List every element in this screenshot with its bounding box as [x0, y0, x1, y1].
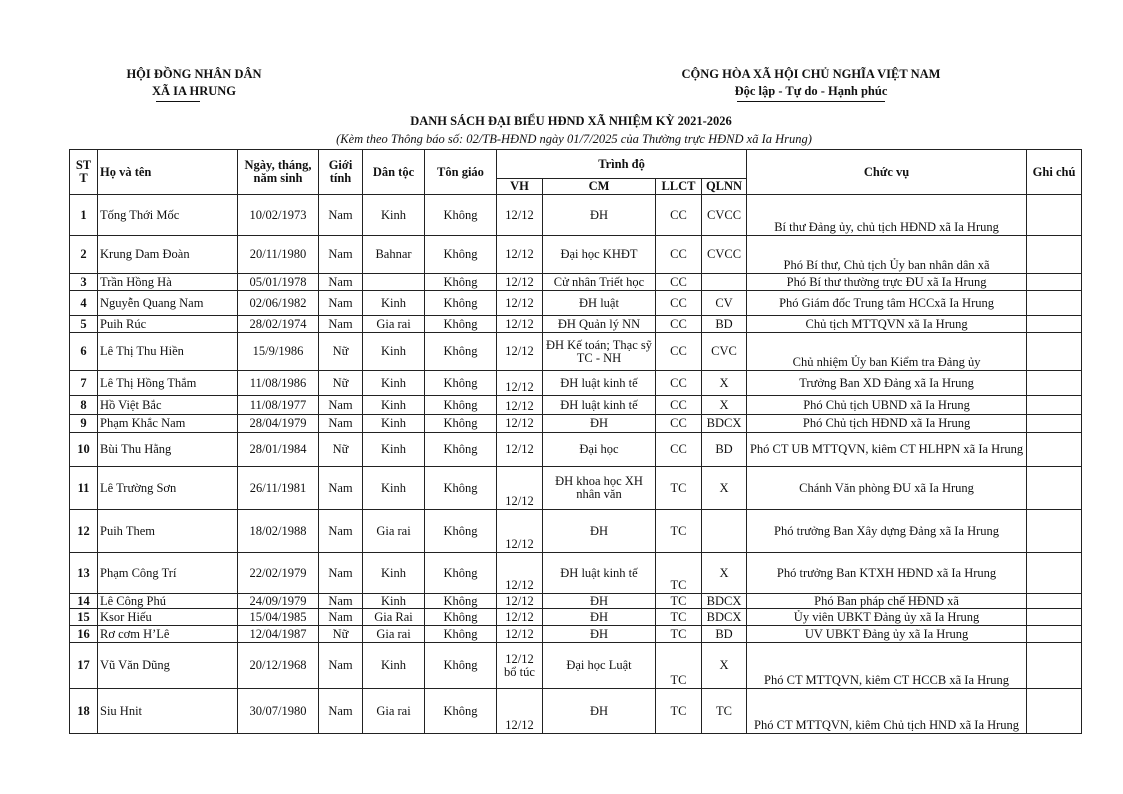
cell-vh: 12/12: [497, 333, 543, 371]
cell-name: Hồ Việt Bắc: [98, 396, 238, 415]
cell-ethnic: Kinh: [363, 415, 425, 433]
cell-note: [1027, 594, 1082, 609]
header-ethnic: Dân tộc: [363, 150, 425, 195]
cell-vh: 12/12: [497, 510, 543, 553]
cell-position: Chánh Văn phòng ĐU xã Ia Hrung: [747, 467, 1027, 510]
cell-position: Phó CT MTTQVN, kiêm Chủ tịch HND xã Ia Hrung: [747, 689, 1027, 734]
cell-religion: Không: [425, 415, 497, 433]
cell-name: Bùi Thu Hằng: [98, 433, 238, 467]
cell-qlnn: BDCX: [702, 415, 747, 433]
cell-qlnn: BD: [702, 626, 747, 643]
header-cm: CM: [543, 179, 656, 195]
cell-dob: 22/02/1979: [238, 553, 319, 594]
cell-qlnn: TC: [702, 689, 747, 734]
cell-stt: 13: [70, 553, 98, 594]
cell-vh: 12/12 bổ túc: [497, 643, 543, 689]
cell-gender: Nữ: [319, 433, 363, 467]
cell-dob: 28/04/1979: [238, 415, 319, 433]
cell-gender: Nam: [319, 467, 363, 510]
table-row: [70, 510, 1082, 553]
cell-ethnic: [363, 274, 425, 291]
cell-religion: Không: [425, 333, 497, 371]
cell-gender: Nữ: [319, 371, 363, 396]
cell-name: Rơ cơm H’Lê: [98, 626, 238, 643]
cell-position: Phó Ban pháp chế HĐND xã: [747, 594, 1027, 609]
cell-gender: Nam: [319, 415, 363, 433]
cell-llct: CC: [656, 291, 702, 316]
cell-qlnn: CVC: [702, 333, 747, 371]
cell-vh: 12/12: [497, 433, 543, 467]
cell-llct: CC: [656, 274, 702, 291]
cell-note: [1027, 316, 1082, 333]
cell-name: Puih Rúc: [98, 316, 238, 333]
cell-dob: 15/9/1986: [238, 333, 319, 371]
cell-ethnic: Gia Rai: [363, 609, 425, 626]
cell-vh: 12/12: [497, 467, 543, 510]
cell-dob: 11/08/1977: [238, 396, 319, 415]
cell-name: Tống Thới Mốc: [98, 195, 238, 236]
cell-gender: Nam: [319, 316, 363, 333]
table-row: [70, 195, 1082, 236]
cell-gender: Nam: [319, 291, 363, 316]
cell-gender: Nam: [319, 510, 363, 553]
cell-gender: Nam: [319, 594, 363, 609]
table-row: [70, 626, 1082, 643]
cell-note: [1027, 609, 1082, 626]
cell-qlnn: BD: [702, 433, 747, 467]
cell-qlnn: [702, 274, 747, 291]
cell-position: Ủy viên UBKT Đảng ủy xã Ia Hrung: [747, 609, 1027, 626]
cell-gender: Nữ: [319, 333, 363, 371]
cell-position: Trưởng Ban XD Đảng xã Ia Hrung: [747, 371, 1027, 396]
table-row: [70, 236, 1082, 274]
cell-dob: 05/01/1978: [238, 274, 319, 291]
cell-religion: Không: [425, 553, 497, 594]
cell-qlnn: CV: [702, 291, 747, 316]
header-llct: LLCT: [656, 179, 702, 195]
cell-stt: 6: [70, 333, 98, 371]
cell-llct: CC: [656, 333, 702, 371]
cell-cm: ĐH luật kinh tế: [543, 553, 656, 594]
cell-stt: 14: [70, 594, 98, 609]
cell-position: Chủ tịch MTTQVN xã Ia Hrung: [747, 316, 1027, 333]
cell-name: Lê Công Phú: [98, 594, 238, 609]
cell-ethnic: Gia rai: [363, 510, 425, 553]
cell-religion: Không: [425, 510, 497, 553]
cell-dob: 11/08/1986: [238, 371, 319, 396]
cell-llct: TC: [656, 643, 702, 689]
header-stt: ST T: [70, 150, 98, 195]
cell-llct: TC: [656, 626, 702, 643]
header-level: Trình độ: [497, 150, 747, 179]
cell-ethnic: Kinh: [363, 396, 425, 415]
cell-note: [1027, 396, 1082, 415]
cell-gender: Nam: [319, 609, 363, 626]
cell-vh: 12/12: [497, 553, 543, 594]
cell-ethnic: Kinh: [363, 433, 425, 467]
cell-dob: 28/01/1984: [238, 433, 319, 467]
cell-note: [1027, 236, 1082, 274]
cell-stt: 4: [70, 291, 98, 316]
cell-name: Vũ Văn Dũng: [98, 643, 238, 689]
cell-position: Phó Chủ tịch UBND xã Ia Hrung: [747, 396, 1027, 415]
cell-qlnn: X: [702, 396, 747, 415]
header-vh: VH: [497, 179, 543, 195]
cell-qlnn: BD: [702, 316, 747, 333]
cell-position: Chủ nhiệm Ủy ban Kiểm tra Đảng ủy: [747, 333, 1027, 371]
header-name: Họ và tên: [98, 150, 238, 195]
cell-stt: 7: [70, 371, 98, 396]
cell-gender: Nam: [319, 195, 363, 236]
cell-gender: Nam: [319, 236, 363, 274]
cell-cm: ĐH: [543, 415, 656, 433]
cell-stt: 18: [70, 689, 98, 734]
table-row: [70, 291, 1082, 316]
cell-qlnn: BDCX: [702, 594, 747, 609]
cell-gender: Nữ: [319, 626, 363, 643]
cell-ethnic: Gia rai: [363, 689, 425, 734]
header-dob: Ngày, tháng, năm sinh: [238, 150, 319, 195]
cell-vh: 12/12: [497, 609, 543, 626]
cell-position: Phó Giám đốc Trung tâm HCCxã Ia Hrung: [747, 291, 1027, 316]
cell-name: Lê Trường Sơn: [98, 467, 238, 510]
cell-position: Phó Bí thư, Chủ tịch Ủy ban nhân dân xã: [747, 236, 1027, 274]
cell-cm: ĐH Kế toán; Thạc sỹ TC - NH: [543, 333, 656, 371]
cell-llct: CC: [656, 433, 702, 467]
table-row: [70, 594, 1082, 609]
cell-dob: 24/09/1979: [238, 594, 319, 609]
table-row: [70, 609, 1082, 626]
cell-religion: Không: [425, 371, 497, 396]
cell-religion: Không: [425, 433, 497, 467]
cell-ethnic: Gia rai: [363, 316, 425, 333]
cell-position: Phó trưởng Ban KTXH HĐND xã Ia Hrung: [747, 553, 1027, 594]
cell-stt: 16: [70, 626, 98, 643]
cell-gender: Nam: [319, 689, 363, 734]
cell-vh: 12/12: [497, 291, 543, 316]
table-row: [70, 415, 1082, 433]
table-row: [70, 371, 1082, 396]
cell-gender: Nam: [319, 553, 363, 594]
motto: Độc lập - Tự do - Hạnh phúc: [734, 84, 888, 98]
cell-religion: Không: [425, 643, 497, 689]
cell-position: Phó CT MTTQVN, kiêm CT HCCB xã Ia Hrung: [747, 643, 1027, 689]
cell-name: Siu Hnit: [98, 689, 238, 734]
cell-vh: 12/12: [497, 236, 543, 274]
cell-religion: Không: [425, 291, 497, 316]
cell-name: Puih Them: [98, 510, 238, 553]
cell-llct: TC: [656, 510, 702, 553]
cell-vh: 12/12: [497, 626, 543, 643]
cell-stt: 2: [70, 236, 98, 274]
issuing-authority: [94, 66, 294, 100]
cell-cm: ĐH luật kinh tế: [543, 371, 656, 396]
cell-note: [1027, 553, 1082, 594]
cell-llct: CC: [656, 236, 702, 274]
header-note: Ghi chú: [1027, 150, 1082, 195]
table-row: [70, 643, 1082, 689]
cell-name: Phạm Khắc Nam: [98, 415, 238, 433]
national-motto: [640, 66, 982, 100]
document-subtitle: (Kèm theo Thông báo số: 02/TB-HĐND ngày 01/7/2025 của Thường trực HĐND xã Ia Hrung): [336, 132, 812, 146]
cell-ethnic: Kinh: [363, 643, 425, 689]
cell-vh: 12/12: [497, 396, 543, 415]
cell-cm: ĐH luật: [543, 291, 656, 316]
cell-gender: Nam: [319, 643, 363, 689]
cell-dob: 02/06/1982: [238, 291, 319, 316]
cell-note: [1027, 415, 1082, 433]
cell-llct: TC: [656, 689, 702, 734]
table-row: [70, 316, 1082, 333]
table-row: [70, 333, 1082, 371]
cell-ethnic: Kinh: [363, 371, 425, 396]
cell-qlnn: X: [702, 643, 747, 689]
cell-religion: Không: [425, 689, 497, 734]
cell-gender: Nam: [319, 396, 363, 415]
cell-cm: Cử nhân Triết học: [543, 274, 656, 291]
cell-note: [1027, 274, 1082, 291]
cell-stt: 12: [70, 510, 98, 553]
cell-ethnic: Kinh: [363, 467, 425, 510]
cell-name: Krung Dam Đoàn: [98, 236, 238, 274]
cell-stt: 3: [70, 274, 98, 291]
cell-cm: ĐH khoa học XH nhân văn: [543, 467, 656, 510]
cell-religion: Không: [425, 594, 497, 609]
cell-cm: Đại học Luật: [543, 643, 656, 689]
table-row: [70, 396, 1082, 415]
table-row: [70, 467, 1082, 510]
cell-stt: 17: [70, 643, 98, 689]
cell-llct: TC: [656, 594, 702, 609]
cell-religion: Không: [425, 195, 497, 236]
cell-stt: 11: [70, 467, 98, 510]
cell-dob: 20/12/1968: [238, 643, 319, 689]
table-row: [70, 689, 1082, 734]
cell-religion: Không: [425, 609, 497, 626]
cell-dob: 26/11/1981: [238, 467, 319, 510]
cell-cm: ĐH: [543, 626, 656, 643]
cell-note: [1027, 510, 1082, 553]
cell-dob: 12/04/1987: [238, 626, 319, 643]
cell-note: [1027, 467, 1082, 510]
cell-name: Lê Thị Thu Hiền: [98, 333, 238, 371]
header-position: Chức vụ: [747, 150, 1027, 195]
document-title: DANH SÁCH ĐẠI BIỂU HĐND XÃ NHIỆM KỲ 2021-2026: [410, 114, 732, 128]
cell-note: [1027, 626, 1082, 643]
cell-stt: 15: [70, 609, 98, 626]
cell-name: Phạm Công Trí: [98, 553, 238, 594]
cell-ethnic: Kinh: [363, 553, 425, 594]
cell-qlnn: X: [702, 467, 747, 510]
cell-vh: 12/12: [497, 274, 543, 291]
cell-llct: CC: [656, 371, 702, 396]
cell-religion: Không: [425, 396, 497, 415]
cell-dob: 30/07/1980: [238, 689, 319, 734]
cell-ethnic: Kinh: [363, 333, 425, 371]
cell-stt: 8: [70, 396, 98, 415]
cell-cm: Đại học KHĐT: [543, 236, 656, 274]
cell-llct: TC: [656, 467, 702, 510]
cell-position: Phó Bí thư thường trực ĐU xã Ia Hrung: [747, 274, 1027, 291]
cell-note: [1027, 643, 1082, 689]
cell-stt: 10: [70, 433, 98, 467]
cell-dob: 20/11/1980: [238, 236, 319, 274]
cell-cm: ĐH luật kinh tế: [543, 396, 656, 415]
cell-qlnn: BDCX: [702, 609, 747, 626]
cell-stt: 9: [70, 415, 98, 433]
cell-stt: 5: [70, 316, 98, 333]
cell-cm: ĐH Quản lý NN: [543, 316, 656, 333]
cell-note: [1027, 689, 1082, 734]
table-row: [70, 274, 1082, 291]
header-religion: Tôn giáo: [425, 150, 497, 195]
delegates-table: [69, 149, 1082, 734]
cell-qlnn: [702, 510, 747, 553]
cell-cm: ĐH: [543, 594, 656, 609]
cell-note: [1027, 371, 1082, 396]
cell-ethnic: Bahnar: [363, 236, 425, 274]
cell-note: [1027, 291, 1082, 316]
cell-vh: 12/12: [497, 316, 543, 333]
cell-cm: Đại học: [543, 433, 656, 467]
cell-cm: ĐH: [543, 510, 656, 553]
cell-religion: Không: [425, 316, 497, 333]
cell-llct: TC: [656, 609, 702, 626]
cell-vh: 12/12: [497, 371, 543, 396]
cell-dob: 28/02/1974: [238, 316, 319, 333]
cell-position: Phó Chủ tịch HĐND xã Ia Hrung: [747, 415, 1027, 433]
cell-religion: Không: [425, 626, 497, 643]
cell-gender: Nam: [319, 274, 363, 291]
cell-vh: 12/12: [497, 689, 543, 734]
cell-ethnic: Kinh: [363, 195, 425, 236]
cell-stt: 1: [70, 195, 98, 236]
cell-llct: CC: [656, 316, 702, 333]
cell-name: Ksor Hiếu: [98, 609, 238, 626]
cell-name: Nguyễn Quang Nam: [98, 291, 238, 316]
cell-cm: ĐH: [543, 609, 656, 626]
cell-llct: CC: [656, 195, 702, 236]
cell-ethnic: Gia rai: [363, 626, 425, 643]
cell-cm: ĐH: [543, 195, 656, 236]
cell-qlnn: X: [702, 371, 747, 396]
commune-name: XÃ IA HRUNG: [151, 84, 237, 98]
country-name: CỘNG HÒA XÃ HỘI CHỦ NGHĨA VIỆT NAM: [681, 67, 941, 81]
cell-dob: 15/04/1985: [238, 609, 319, 626]
cell-name: Lê Thị Hồng Thắm: [98, 371, 238, 396]
cell-religion: Không: [425, 236, 497, 274]
header-qlnn: QLNN: [702, 179, 747, 195]
cell-ethnic: Kinh: [363, 594, 425, 609]
cell-note: [1027, 195, 1082, 236]
header-gender: Giới tính: [319, 150, 363, 195]
cell-note: [1027, 333, 1082, 371]
cell-religion: Không: [425, 467, 497, 510]
cell-position: Phó CT UB MTTQVN, kiêm CT HLHPN xã Ia Hrung: [747, 433, 1027, 467]
cell-qlnn: CVCC: [702, 195, 747, 236]
authority-name: HỘI ĐỒNG NHÂN DÂN: [126, 67, 262, 81]
cell-vh: 12/12: [497, 415, 543, 433]
cell-llct: CC: [656, 396, 702, 415]
table-row: [70, 553, 1082, 594]
cell-qlnn: X: [702, 553, 747, 594]
cell-llct: TC: [656, 553, 702, 594]
table-row: [70, 433, 1082, 467]
cell-llct: CC: [656, 415, 702, 433]
cell-vh: 12/12: [497, 594, 543, 609]
cell-religion: Không: [425, 274, 497, 291]
cell-cm: ĐH: [543, 689, 656, 734]
cell-name: Trần Hồng Hà: [98, 274, 238, 291]
cell-dob: 10/02/1973: [238, 195, 319, 236]
cell-vh: 12/12: [497, 195, 543, 236]
cell-position: Phó trưởng Ban Xây dựng Đảng xã Ia Hrung: [747, 510, 1027, 553]
cell-position: Bí thư Đảng ủy, chủ tịch HĐND xã Ia Hrung: [747, 195, 1027, 236]
cell-note: [1027, 433, 1082, 467]
cell-ethnic: Kinh: [363, 291, 425, 316]
cell-position: UV UBKT Đảng ủy xã Ia Hrung: [747, 626, 1027, 643]
cell-dob: 18/02/1988: [238, 510, 319, 553]
cell-qlnn: CVCC: [702, 236, 747, 274]
